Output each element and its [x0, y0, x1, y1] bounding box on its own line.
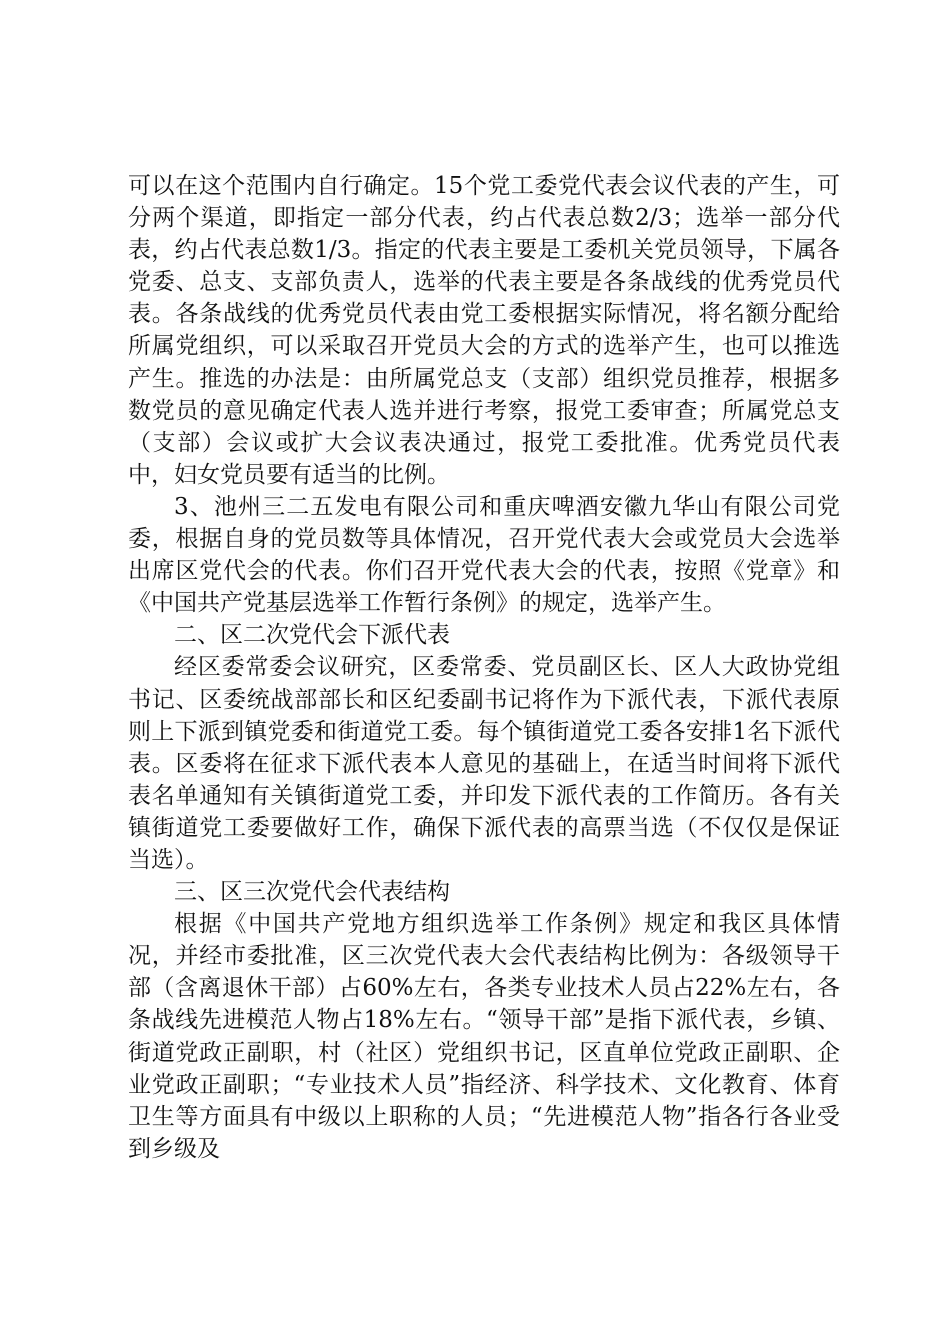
- section-heading-3: 三、区三次党代会代表结构: [174, 879, 450, 906]
- paragraph-delegates: 经区委常委会议研究，区委常委、党员副区长、区人大政协党组书记、区委统战部部长和区纪委副书记将作为下派代表，下派代表原则上下派到镇党委和街道党工委。每个镇街道党工委各安排1名下派代表。区委将在征求下派代表本人意见的基础上，在适当时间将下派代表名单通知有关镇街道党工委，并印发下派代表的工作简历。各有关镇街道党工委要做好工作，确保下派代表的高票当选（不仅仅是保证当选）。: [128, 654, 840, 873]
- paragraph-item-3: 3、池州三二五发电有限公司和重庆啤酒安徽九华山有限公司党委，根据自身的党员数等具体情况，召开党代表大会或党员大会选举出席区党代会的代表。你们召开党代表大会的代表，按照《党章》和《中国共产党基层选举工作暂行条例》的规定，选举产生。: [128, 493, 840, 617]
- document-body: [128, 170, 840, 1165]
- paragraph-continuation: 可以在这个范围内自行确定。15个党工委党代表会议代表的产生，可分两个渠道，即指定一部分代表，约占代表总数2/3；选举一部分代表，约占代表总数1/3。指定的代表主要是工委机关党员领导，下属各党委、总支、支部负责人，选举的代表主要是各条战线的优秀党员代表。各条战线的优秀党员代表由党工委根据实际情况，将名额分配给所属党组织，可以采取召开党员大会的方式的选举产生，也可以推选产生。推选的办法是：由所属党总支（支部）组织党员推荐，根据多数党员的意见确定代表人选并进行考察，报党工委审查；所属党总支（支部）会议或扩大会议表决通过，报党工委批准。优秀党员代表中，妇女党员要有适当的比例。: [128, 173, 840, 488]
- section-heading-2: 二、区二次党代会下派代表: [174, 622, 450, 649]
- paragraph-structure: 根据《中国共产党地方组织选举工作条例》规定和我区具体情况，并经市委批准，区三次党代表大会代表结构比例为：各级领导干部（含离退休干部）占60%左右，各类专业技术人员占22%左右，各条战线先进模范人物占18%左右。“领导干部”是指下派代表，乡镇、街道党政正副职，村（社区）党组织书记，区直单位党政正副职、企业党政正副职；“专业技术人员”指经济、科学技术、文化教育、体育卫生等方面具有中级以上职称的人员；“先进模范人物”指各行各业受到乡级及: [128, 911, 840, 1162]
